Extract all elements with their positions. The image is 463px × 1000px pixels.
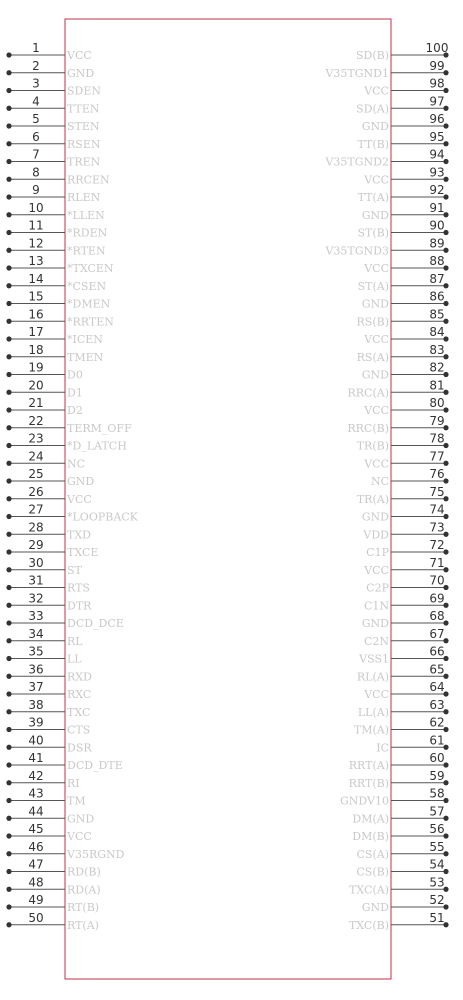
pin-name: TTEN	[67, 102, 100, 116]
left-pin-46	[6, 840, 124, 861]
pin-endpoint-dot	[6, 159, 11, 164]
pin-number: 93	[429, 165, 445, 180]
pin-number: 32	[28, 591, 44, 606]
pin-name: *LOOPBACK	[67, 510, 138, 524]
pin-name: NC	[370, 475, 389, 488]
pin-endpoint-dot	[6, 177, 11, 182]
pin-name: *RDEN	[67, 226, 108, 240]
pin-name: TR(A)	[356, 492, 389, 506]
pin-name: *ICEN	[67, 333, 103, 346]
pin-name: VCC	[364, 404, 389, 417]
pin-endpoint-dot	[6, 585, 11, 590]
pin-name: TXC	[67, 705, 91, 719]
pin-number: 30	[28, 555, 44, 570]
pin-name: V35TGND2	[325, 155, 389, 169]
pin-name: GNDV10	[340, 794, 389, 808]
pin-name: DCD_DCE	[67, 617, 124, 630]
pin-number: 55	[429, 839, 445, 854]
pin-name: *DMEN	[67, 297, 111, 311]
pin-name: TXD	[67, 528, 91, 542]
pin-name: RT(B)	[67, 901, 100, 914]
pin-number: 27	[28, 502, 44, 517]
pin-name: CS(A)	[356, 847, 389, 861]
pin-name: RT(A)	[67, 918, 99, 932]
pin-name: RRC(B)	[347, 421, 389, 435]
pin-number: 40	[28, 733, 44, 748]
pin-name: V35TGND1	[325, 66, 389, 80]
pin-endpoint-dot	[6, 407, 11, 412]
pin-number: 69	[429, 591, 445, 606]
pin-number: 58	[429, 786, 445, 801]
pin-name: TT(B)	[357, 137, 389, 151]
pin-number: 63	[429, 697, 445, 712]
pin-number: 66	[429, 644, 445, 659]
pin-number: 22	[28, 413, 44, 428]
pin-number: 77	[429, 449, 445, 464]
pin-endpoint-dot	[6, 620, 11, 625]
pin-number: 23	[28, 431, 44, 446]
pin-name: GND	[361, 297, 389, 311]
pin-endpoint-dot	[6, 709, 11, 714]
pin-number: 39	[28, 715, 44, 730]
pin-name: RSEN	[67, 137, 101, 151]
pin-endpoint-dot	[6, 336, 11, 341]
pin-endpoint-dot	[6, 532, 11, 537]
pin-number: 5	[32, 112, 40, 126]
pin-name: VCC	[364, 262, 389, 275]
pin-endpoint-dot	[6, 780, 11, 785]
pin-name: TREN	[67, 155, 101, 169]
pin-endpoint-dot	[6, 603, 11, 608]
pin-number: 56	[429, 822, 445, 836]
pin-name: RXD	[67, 670, 92, 684]
pin-number: 61	[429, 733, 445, 748]
pin-number: 53	[429, 875, 445, 890]
pin-name: V35TGND3	[325, 244, 389, 258]
pin-name: ST(B)	[357, 226, 389, 240]
pin-name: RI	[67, 776, 80, 790]
pin-number: 96	[429, 112, 445, 126]
pin-name: SDEN	[67, 84, 102, 98]
pin-number: 38	[28, 697, 44, 712]
pin-name: *RRTEN	[67, 315, 114, 329]
pin-number: 31	[28, 573, 44, 588]
pin-name: TM	[67, 794, 86, 808]
pin-endpoint-dot	[6, 425, 11, 430]
pin-name: VSS1	[359, 652, 389, 666]
pin-name: VCC	[364, 333, 389, 346]
pin-number: 2	[32, 58, 40, 73]
pin-number: 28	[28, 520, 44, 535]
pin-endpoint-dot	[6, 194, 11, 199]
pin-number: 59	[429, 768, 445, 783]
pin-name: TXC(B)	[348, 918, 389, 932]
pin-number: 92	[429, 183, 445, 197]
pin-number: 79	[429, 413, 445, 428]
pin-name: *RTEN	[67, 244, 106, 258]
pin-number: 11	[28, 218, 44, 233]
pin-name: GND	[67, 812, 95, 826]
pin-endpoint-dot	[6, 816, 11, 821]
pin-endpoint-dot	[6, 390, 11, 395]
pin-endpoint-dot	[6, 301, 11, 306]
pin-name: DCD_DTE	[67, 759, 123, 772]
pin-name: GND	[361, 510, 389, 524]
pin-name: C1N	[363, 599, 389, 613]
pin-number: 46	[28, 839, 44, 854]
pin-name: RLEN	[67, 191, 101, 204]
pin-endpoint-dot	[6, 283, 11, 288]
pin-number: 97	[429, 94, 445, 109]
pin-name: RL	[67, 634, 83, 648]
pin-number: 72	[429, 538, 445, 552]
pin-number: 34	[28, 626, 44, 641]
pin-number: 75	[429, 484, 445, 499]
pin-endpoint-dot	[6, 141, 11, 146]
pin-endpoint-dot	[6, 372, 11, 377]
pin-number: 94	[429, 147, 445, 162]
pin-endpoint-dot	[6, 230, 11, 235]
pin-name: D0	[67, 368, 83, 382]
pin-number: 16	[28, 307, 44, 322]
pin-name: RRT(B)	[348, 776, 389, 790]
pin-name: CS(B)	[356, 865, 389, 879]
pin-endpoint-dot	[6, 762, 11, 767]
pin-number: 42	[28, 768, 44, 783]
pin-name: LL(A)	[357, 705, 389, 719]
pin-number: 24	[28, 449, 44, 464]
pin-number: 87	[429, 271, 445, 286]
pin-name: TMEN	[67, 350, 104, 364]
pin-endpoint-dot	[6, 869, 11, 874]
pin-endpoint-dot	[6, 70, 11, 75]
pin-endpoint-dot	[6, 478, 11, 483]
pin-number: 91	[429, 200, 445, 215]
pin-number: 100	[425, 41, 449, 55]
pin-number: 10	[28, 200, 44, 215]
pin-number: 26	[28, 484, 44, 499]
pin-name: RRCEN	[67, 173, 110, 187]
pin-endpoint-dot	[6, 248, 11, 253]
pin-number: 83	[429, 342, 445, 357]
pin-name: STEN	[67, 120, 100, 133]
pin-number: 89	[429, 236, 445, 251]
pin-endpoint-dot	[6, 674, 11, 679]
pin-number: 68	[429, 609, 445, 623]
pin-endpoint-dot	[6, 851, 11, 856]
pin-number: 43	[28, 786, 44, 801]
pin-name: DTR	[67, 599, 92, 613]
pin-number: 82	[429, 360, 445, 375]
pin-number: 20	[28, 378, 44, 393]
pin-name: IC	[376, 741, 389, 755]
pin-number: 85	[429, 307, 445, 322]
pin-name: GND	[361, 208, 389, 222]
pin-name: VCC	[67, 492, 92, 506]
right-pin-column	[324, 41, 448, 932]
pin-endpoint-dot	[6, 745, 11, 750]
pin-number: 45	[28, 822, 44, 836]
pin-endpoint-dot	[6, 691, 11, 696]
pin-endpoint-dot	[6, 887, 11, 892]
pin-number: 6	[32, 129, 40, 144]
pin-endpoint-dot	[6, 106, 11, 111]
pin-name: *D_LATCH	[67, 439, 127, 453]
pin-name: D1	[67, 386, 83, 400]
pin-number: 99	[429, 58, 445, 73]
pin-number: 19	[28, 360, 44, 375]
pin-name: RRC(A)	[347, 386, 389, 400]
pin-number: 98	[429, 76, 445, 91]
pin-name: RRT(A)	[348, 759, 389, 772]
pin-number: 13	[28, 254, 44, 268]
left-pin-column	[6, 41, 138, 932]
pin-number: 25	[28, 467, 44, 481]
pin-name: C2P	[366, 581, 389, 595]
pin-number: 17	[28, 325, 44, 339]
pin-number: 48	[28, 875, 44, 890]
pin-number: 33	[28, 609, 44, 623]
pin-name: SD(A)	[356, 102, 389, 116]
pin-name: CTS	[67, 723, 91, 737]
pin-number: 64	[429, 680, 445, 694]
pin-endpoint-dot	[6, 833, 11, 838]
pin-number: 36	[28, 662, 44, 677]
pin-name: RXC	[67, 688, 92, 701]
pin-name: VCC	[364, 457, 389, 471]
pin-endpoint-dot	[6, 656, 11, 661]
pin-number: 9	[32, 183, 40, 197]
pin-number: 84	[429, 325, 445, 339]
pin-endpoint-dot	[6, 88, 11, 93]
pin-name: RL(A)	[356, 670, 389, 684]
pin-name: ST(A)	[357, 279, 389, 293]
pin-number: 41	[28, 751, 44, 765]
pin-endpoint-dot	[6, 461, 11, 466]
pin-number: 54	[429, 857, 445, 872]
pin-endpoint-dot	[6, 567, 11, 572]
pin-endpoint-dot	[6, 123, 11, 128]
pin-name: DM(B)	[352, 830, 389, 843]
pin-endpoint-dot	[6, 922, 11, 927]
pin-name: VCC	[364, 563, 389, 577]
pin-name: C1P	[366, 546, 389, 559]
pin-name: GND	[361, 120, 389, 133]
pin-name: *CSEN	[67, 279, 107, 293]
pin-number: 52	[429, 893, 445, 907]
pin-number: 8	[32, 165, 40, 180]
pin-name: RD(A)	[67, 883, 101, 897]
pin-name: VCC	[364, 84, 389, 98]
pin-number: 4	[32, 94, 40, 109]
pin-number: 51	[429, 910, 445, 925]
pin-endpoint-dot	[6, 496, 11, 501]
pin-name: TT(A)	[357, 191, 389, 204]
pin-number: 60	[429, 751, 445, 765]
pin-name: DM(A)	[352, 812, 389, 826]
pin-name: RS(B)	[356, 315, 389, 329]
pin-number: 14	[28, 271, 44, 286]
pin-number: 35	[28, 644, 44, 659]
pin-number: 47	[28, 857, 44, 872]
pin-number: 15	[28, 289, 44, 304]
pin-name: RD(B)	[67, 865, 101, 879]
pin-number: 62	[429, 715, 445, 730]
pin-number: 78	[429, 431, 445, 446]
pin-number: 95	[429, 129, 445, 144]
pin-name: TXC(A)	[349, 883, 389, 897]
pin-name: TXCE	[67, 546, 99, 559]
pin-number: 65	[429, 662, 445, 677]
pin-name: VCC	[67, 830, 92, 843]
pin-number: 73	[429, 520, 445, 535]
pin-number: 3	[32, 76, 40, 91]
pin-name: GND	[361, 901, 389, 914]
pin-number: 81	[429, 378, 445, 393]
pin-name: GND	[67, 475, 95, 488]
pin-endpoint-dot	[6, 514, 11, 519]
pin-number: 70	[429, 573, 445, 588]
pin-number: 50	[28, 910, 44, 925]
pin-endpoint-dot	[6, 265, 11, 270]
pin-name: RTS	[67, 581, 90, 595]
pin-name: *LLEN	[67, 208, 105, 222]
pin-name: VCC	[364, 688, 389, 701]
pin-name: VCC	[67, 49, 92, 62]
pin-number: 90	[429, 218, 445, 233]
pin-number: 74	[429, 502, 445, 517]
pin-name: NC	[67, 457, 86, 471]
pin-endpoint-dot	[6, 638, 11, 643]
pin-name: V35RGND	[67, 847, 125, 861]
pin-name: TR(B)	[356, 439, 389, 453]
pin-number: 12	[28, 236, 44, 251]
pin-number: 67	[429, 626, 445, 641]
pin-name: TERM_OFF	[67, 421, 132, 435]
pin-endpoint-dot	[6, 354, 11, 359]
pin-name: SD(B)	[355, 49, 389, 62]
pin-number: 29	[28, 538, 44, 552]
pin-number: 57	[429, 804, 445, 819]
pin-name: GND	[361, 617, 389, 630]
pin-name: GND	[361, 368, 389, 382]
pin-endpoint-dot	[6, 52, 11, 57]
pin-name: DSR	[67, 741, 92, 755]
pin-endpoint-dot	[6, 212, 11, 217]
pin-number: 49	[28, 893, 44, 907]
pin-number: 21	[28, 396, 44, 410]
pin-number: 86	[429, 289, 445, 304]
left-pin-1	[6, 41, 91, 62]
pin-number: 37	[28, 680, 44, 694]
pin-name: LL	[67, 652, 82, 666]
pin-endpoint-dot	[6, 443, 11, 448]
pin-endpoint-dot	[6, 727, 11, 732]
pin-number: 7	[32, 147, 40, 162]
pin-name: C2N	[363, 634, 389, 648]
pin-number: 18	[28, 342, 44, 357]
pin-endpoint-dot	[6, 904, 11, 909]
pin-name: *TXCEN	[67, 262, 114, 275]
pin-endpoint-dot	[6, 319, 11, 324]
pin-name: RS(A)	[356, 350, 389, 364]
pin-name: VCC	[364, 173, 389, 187]
pin-name: TM(A)	[353, 723, 389, 737]
pin-number: 88	[429, 254, 445, 268]
pin-name: GND	[67, 66, 95, 80]
pin-name: VDD	[363, 528, 389, 542]
pin-number: 1	[32, 41, 40, 55]
pin-endpoint-dot	[6, 549, 11, 554]
pin-number: 76	[429, 467, 445, 481]
pin-number: 44	[28, 804, 44, 819]
pin-endpoint-dot	[6, 798, 11, 803]
pin-name: ST	[67, 563, 82, 577]
pin-name: D2	[67, 404, 83, 417]
pin-number: 71	[429, 555, 445, 570]
pin-number: 80	[429, 396, 445, 410]
